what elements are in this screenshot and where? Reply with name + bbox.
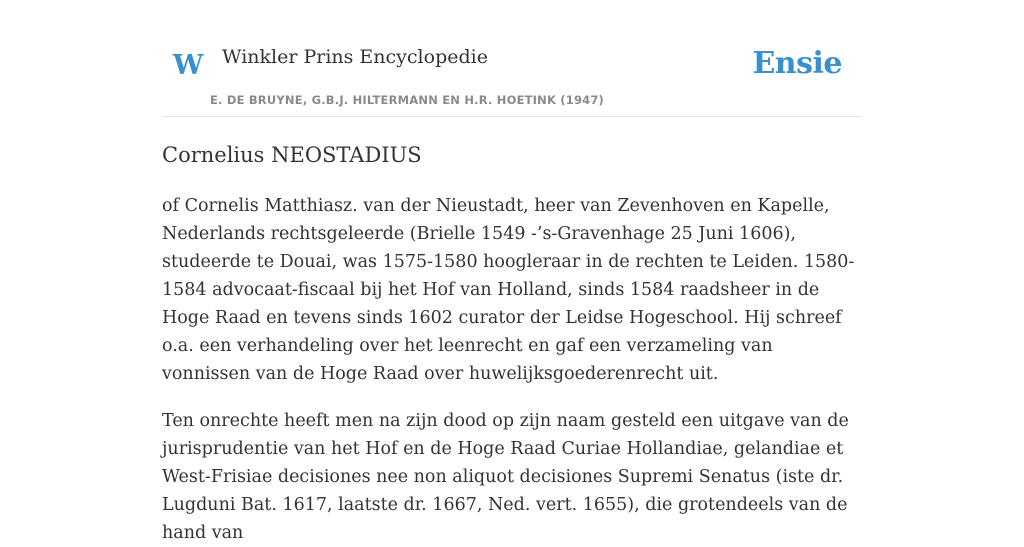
source-authors: E. DE BRUYNE, G.B.J. HILTERMANN EN H.R. HOETINK (1947) xyxy=(210,93,605,107)
ensie-brand-logo[interactable]: Ensie xyxy=(752,46,842,81)
article-title: Cornelius NEOSTADIUS xyxy=(162,143,422,167)
source-title[interactable]: Winkler Prins Encyclopedie xyxy=(222,46,488,68)
article xyxy=(162,138,862,547)
winkler-prins-logo[interactable]: W xyxy=(173,50,204,81)
article-paragraph-1: of Cornelis Matthiasz. van der Nieustadt, heer van Zevenhoven en Kapelle, Nederlands rechtsgeleerde (Brielle 1549 -’s-Gravenhage 25 Juni 1606), studeerde te Douai, was 1575-1580 hoogleraar in de rechten te Leiden. 1580-1584 advocaat-fiscaal bij het Hof van Holland, sinds 1584 raadsheer in de Hoge Raad en tevens sinds 1602 curator der Leidse Hogeschool. Hij schreef o.a. een verhandeling over het leenrecht en gaf een verzameling van vonnissen van de Hoge Raad over huwelijksgoederenrecht uit. xyxy=(162,196,855,384)
article-paragraph-2: Ten onrechte heeft men na zijn dood op zijn naam gesteld een uitgave van de jurisprudentie van het Hof en de Hoge Raad Curiae Hollandiae, gelandiae et West-Frisiae decisiones nee non aliquot decisiones Supremi Senatus (iste dr. Lugduni Bat. 1617, laatste dr. 1667, Ned. vert. 1655), die grotendeels van de hand van xyxy=(162,411,849,543)
page-header xyxy=(162,0,862,117)
